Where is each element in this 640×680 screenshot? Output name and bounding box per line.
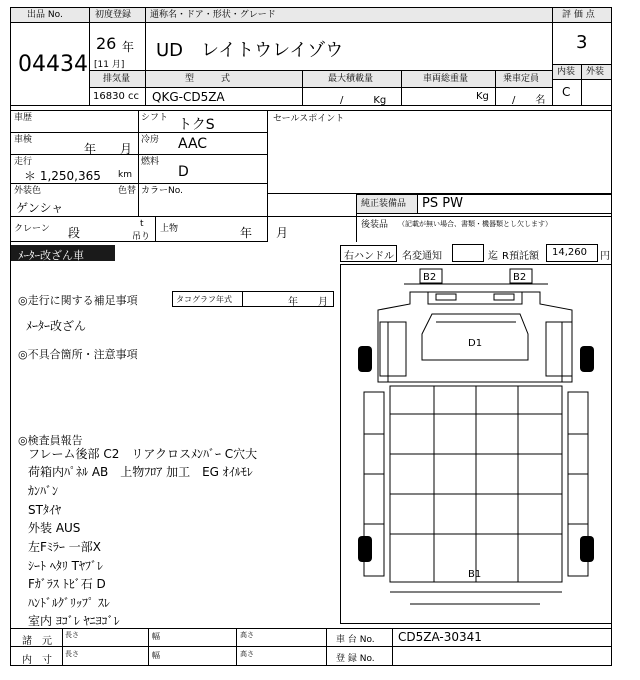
inspection-label: 車検 [14, 135, 33, 145]
ac-value: AAC [178, 136, 208, 152]
report-line: 左Fﾐﾗｰ 一部X [28, 540, 101, 554]
name-change-box [452, 244, 484, 262]
first-reg-label: 初度登録 [95, 10, 132, 20]
divider [138, 110, 139, 183]
supplement-text: ﾒｰﾀｰ改ざん [26, 319, 87, 333]
sales-point-label: セールスポイント [273, 114, 345, 124]
gross-weight: Kg [476, 91, 489, 102]
first-reg-year-unit: 年 [122, 40, 135, 54]
deadline-prefix: 迄 [488, 251, 498, 262]
truck-diagram [340, 264, 612, 624]
upper-value: 年 月 [240, 226, 289, 240]
divider [242, 291, 243, 307]
exterior-label: 外装 [586, 67, 605, 77]
lot-no: 04434 [18, 52, 88, 77]
divider [62, 628, 63, 666]
divider [10, 132, 268, 133]
shift-label: シフト [141, 113, 169, 123]
rhd-label: 右ハンドル [344, 251, 394, 262]
divider [155, 216, 156, 242]
mark-d1: D1 [468, 338, 483, 349]
exterior-score-cell [581, 79, 612, 106]
r-distance-label: R預託額 [502, 251, 539, 262]
mileage-label: 走行 [14, 157, 33, 167]
chassis-label: 車 台 No. [336, 635, 375, 645]
score: 3 [576, 32, 588, 53]
divider [326, 628, 327, 666]
name-change-label: 名変通知 [402, 251, 442, 262]
mileage-unit: km [118, 170, 132, 180]
color-code-label: カラーNo. [141, 186, 183, 196]
report-line: 外装 AUS [28, 521, 81, 535]
length-label: 長さ [65, 631, 79, 639]
height-label: 高さ [240, 650, 254, 658]
height-label: 高さ [240, 631, 254, 639]
inspection-value: 年 月 [84, 142, 133, 156]
first-reg-year: 26 [96, 34, 117, 53]
report-line: ﾊﾝﾄﾞﾙｸﾞﾘｯﾌﾟ ｽﾚ [28, 596, 110, 610]
interior-score: C [562, 85, 571, 99]
tacho-label: タコグラフ年式 [176, 295, 232, 304]
divider [10, 216, 612, 217]
report-line: 荷箱内ﾊﾟﾈﾙ AB 上物ﾌﾛｱ 加工 EG ｵｲﾙﾓﾚ [28, 465, 253, 479]
report-line: ｼｰﾄ ﾍﾀﾘ Tﾔﾌﾞﾚ [28, 559, 103, 573]
fuel-value: D [178, 164, 189, 180]
reg-label: 登 録 No. [336, 654, 375, 664]
displacement-label: 排気量 [103, 74, 131, 84]
width-label: 幅 [152, 632, 160, 641]
capacity: / 名 [512, 95, 546, 106]
color-value: ゲンシャ [16, 201, 64, 215]
lot-no-label: 出品 No. [27, 10, 63, 20]
report-line: Fｶﾞﾗｽ ﾄﾋﾞ石 D [28, 577, 106, 591]
divider [138, 183, 139, 216]
retrofit-note: （記載が無い場合、書類・機器類とし欠します） [398, 220, 552, 228]
capacity-label: 乗車定員 [503, 74, 540, 84]
report-line: ｶﾝﾊﾞﾝ [28, 484, 59, 498]
ac-label: 冷房 [141, 135, 160, 145]
report-line: STﾀｲﾔ [28, 503, 61, 517]
displacement: 16830 cc [93, 91, 139, 102]
crane-hang: 吊り [132, 232, 151, 242]
options-value: PS PW [422, 196, 463, 211]
crane-stage: 段 [68, 226, 81, 240]
car-name-label: 通称名・ドア・形状・グレード [150, 10, 276, 20]
report-line: 室内 ﾖｺﾞﾚ ﾔﾆﾖｺﾞﾚ [28, 614, 120, 628]
crane-t: t [140, 219, 144, 229]
gross-weight-label: 車両総重量 [423, 74, 469, 84]
crane-label: クレーン [14, 224, 50, 234]
divider [392, 628, 393, 666]
fuel-label: 燃料 [141, 157, 160, 167]
upper-label: 上物 [160, 224, 179, 234]
model: QKG-CD5ZA [152, 90, 225, 104]
color-no-label: 色替 [118, 186, 137, 196]
color-label: 外装色 [14, 186, 42, 196]
divider [10, 646, 612, 647]
mileage-value: ＊ 1,250,365 [24, 169, 101, 183]
mark-b2-right: B2 [513, 272, 527, 283]
car-name: UD レイトウレイゾウ [156, 40, 344, 61]
retrofit-label: 後装品 [361, 220, 389, 230]
dims-label: 諸 元 [22, 636, 52, 647]
divider [148, 628, 149, 666]
divider [10, 154, 268, 155]
width-label: 幅 [152, 651, 160, 660]
first-reg-month: [11 月] [94, 60, 125, 70]
chassis-value: CD5ZA-30341 [398, 630, 482, 644]
mark-b1: B1 [468, 569, 482, 580]
max-load: / Kg [340, 95, 387, 106]
r-distance-unit: 円 [600, 251, 610, 262]
defects-title: ◎不具合箇所・注意事項 [18, 348, 138, 361]
dims-inner-label: 内 寸 [22, 655, 52, 666]
mark-b2-left: B2 [423, 272, 437, 283]
shift-value: トクS [178, 117, 215, 133]
report-title: ◎検査員報告 [18, 434, 83, 447]
model-label: 型 式 [185, 74, 231, 84]
score-label: 評 価 点 [562, 10, 595, 20]
interior-label: 内装 [557, 67, 576, 77]
footer-block [10, 628, 612, 666]
supplement-title: ◎走行に関する補足事項 [18, 294, 138, 307]
tamper-banner-text: ﾒｰﾀｰ改ざん車 [18, 249, 84, 262]
tacho-value: 年 月 [288, 297, 328, 308]
options-label: 純正装備品 [361, 199, 407, 209]
divider [236, 628, 237, 666]
report-line: フレーム後部 C2 リアクロスﾒﾝﾊﾞｰ C穴大 [28, 447, 258, 461]
divider [356, 214, 357, 242]
max-load-label: 最大積載量 [328, 74, 374, 84]
r-distance-value: 14,260 [552, 247, 587, 258]
length-label: 長さ [65, 650, 79, 658]
history-label: 車歴 [14, 113, 33, 123]
